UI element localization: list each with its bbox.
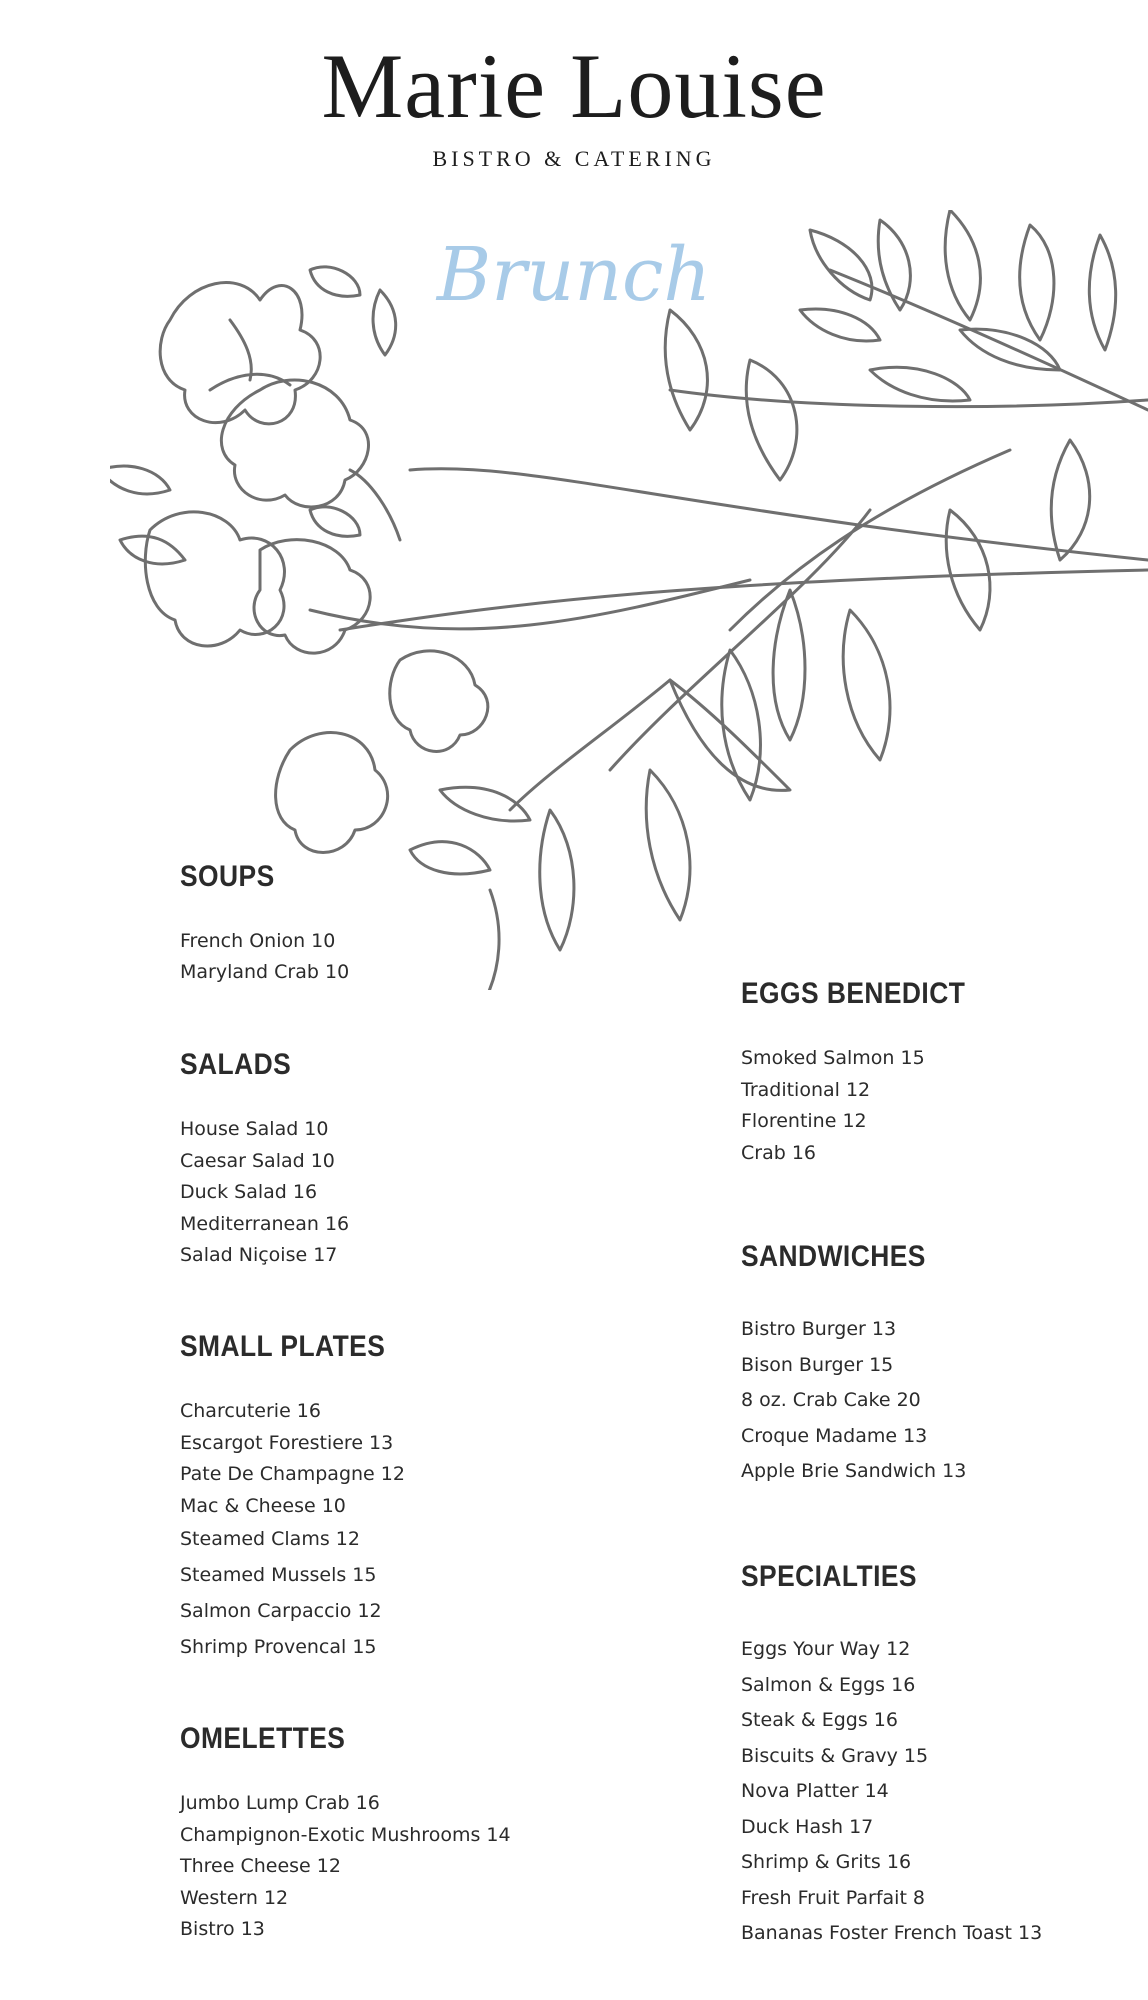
menu-item: Shrimp Provencal 15 [180,1635,377,1658]
menu-item: Mac & Cheese 10 [180,1494,346,1517]
menu-item: Bistro 13 [180,1918,265,1940]
item-list [180,930,349,992]
menu-item: Biscuits & Gravy 15 [741,1744,929,1767]
menu-item: Traditional 12 [741,1078,871,1101]
section-sandwiches [741,1240,966,1496]
section-heading: EGGS BENEDICT [741,977,966,1010]
item-list [741,1638,1042,1958]
section-heading: SOUPS [180,860,275,893]
brand-header [0,35,1148,172]
menu-item: Charcuterie 16 [180,1400,321,1422]
section-salads [180,1048,349,1276]
brand-name: Marie Louise [321,35,827,137]
menu-item: Duck Hash 17 [741,1815,874,1838]
menu-title: Brunch [436,232,712,318]
menu-item: Champignon-Exotic Mushrooms 14 [180,1823,511,1846]
menu-item: Pate De Champagne 12 [180,1463,405,1485]
menu-item: Florentine 12 [741,1110,867,1132]
menu-item: Crab 16 [741,1141,816,1164]
menu-item: Salmon & Eggs 16 [741,1673,916,1696]
menu-item: Eggs Your Way 12 [741,1638,911,1660]
menu-item: Croque Madame 13 [741,1424,928,1447]
menu-item: Bananas Foster French Toast 13 [741,1922,1043,1944]
menu-item: Escargot Forestiere 13 [180,1431,394,1454]
menu-item: Duck Salad 16 [180,1181,318,1203]
item-list [741,1318,966,1496]
section-heading: SANDWICHES [741,1240,926,1273]
menu-item: Steamed Mussels 15 [180,1563,377,1586]
menu-item: 8 oz. Crab Cake 20 [741,1389,921,1411]
section-heading: OMELETTES [180,1722,346,1755]
menu-item: House Salad 10 [180,1118,329,1140]
menu-item: Mediterranean 16 [180,1212,350,1235]
item-list [741,1047,996,1173]
section-specialties [741,1560,1042,1958]
menu-item: Fresh Fruit Parfait 8 [741,1886,926,1909]
menu-item: Bistro Burger 13 [741,1318,897,1340]
menu-item: Smoked Salmon 15 [741,1047,925,1069]
menu-item: Steamed Clams 12 [180,1527,360,1550]
menu-item: Caesar Salad 10 [180,1149,335,1172]
brand-subtitle: BISTRO & CATERING [432,146,716,171]
section-soups [180,860,349,992]
menu-item: Steak & Eggs 16 [741,1709,898,1731]
menu-item: Apple Brie Sandwich 13 [741,1460,967,1482]
section-heading: SPECIALTIES [741,1560,917,1593]
menu-item: Salmon Carpaccio 12 [180,1599,382,1622]
menu-item: Nova Platter 14 [741,1780,889,1802]
section-omelettes [180,1722,511,1950]
section-heading: SALADS [180,1048,292,1081]
section-small-plates [180,1330,413,1672]
item-list [180,1400,413,1672]
menu-item: Western 12 [180,1886,289,1909]
menu-item: Maryland Crab 10 [180,961,350,983]
menu-item: Shrimp & Grits 16 [741,1851,912,1873]
section-heading: SMALL PLATES [180,1330,386,1363]
menu-item: Jumbo Lump Crab 16 [180,1792,380,1814]
item-list [180,1792,511,1950]
menu-item: Bison Burger 15 [741,1353,894,1376]
menu-item: Three Cheese 12 [180,1855,341,1877]
item-list [180,1118,349,1276]
menu-item: Salad Niçoise 17 [180,1244,338,1266]
menu-item: French Onion 10 [180,930,336,952]
section-eggs-benedict [741,977,996,1173]
